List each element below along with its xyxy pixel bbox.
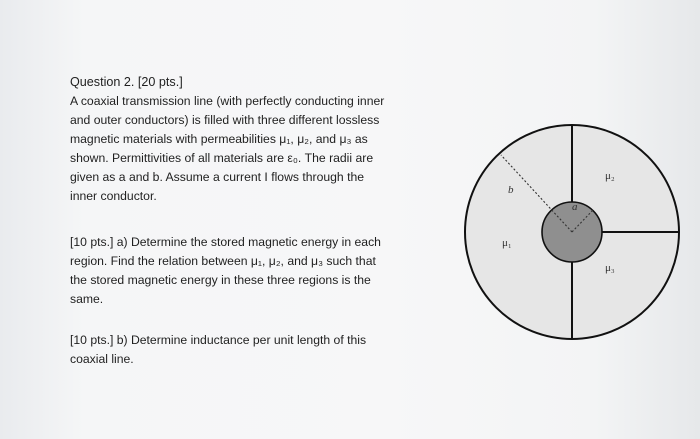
question-text xyxy=(70,73,432,369)
part-b-line: coaxial line. xyxy=(70,352,134,366)
part-b-line: [10 pts.] b) Determine inductance per unit length of this xyxy=(70,333,367,347)
part-a-line: the stored magnetic energy in these three regions is the xyxy=(70,273,371,287)
intro-line: inner conductor. xyxy=(70,189,157,203)
label-mu3: μ₃ xyxy=(605,262,615,274)
label-b: b xyxy=(508,184,514,196)
part-a-paragraph xyxy=(70,233,432,309)
label-mu2: μ₂ xyxy=(605,170,615,182)
coaxial-diagram-svg xyxy=(460,120,684,344)
part-b-paragraph xyxy=(70,331,432,369)
intro-line: A coaxial transmission line (with perfectly conducting inner xyxy=(70,94,385,108)
coaxial-cross-section-diagram xyxy=(460,120,684,344)
part-a-line: [10 pts.] a) Determine the stored magnetic energy in each xyxy=(70,235,381,249)
intro-line: magnetic materials with permeabilities μ₁, μ₂, and μ₃ as xyxy=(70,132,368,146)
intro-line: shown. Permittivities of all materials are ε₀. The radii are xyxy=(70,151,374,165)
part-a-line: region. Find the relation between μ₁, μ₂, and μ₃ such that xyxy=(70,254,376,268)
intro-paragraph xyxy=(70,92,432,206)
intro-line: and outer conductors) is filled with three different lossless xyxy=(70,113,380,127)
part-a-line: same. xyxy=(70,292,104,306)
intro-line: given as a and b. Assume a current I flows through the xyxy=(70,170,365,184)
label-a: a xyxy=(572,201,578,213)
label-mu1: μ₁ xyxy=(502,237,512,249)
question-title: Question 2. [20 pts.] xyxy=(70,75,183,89)
